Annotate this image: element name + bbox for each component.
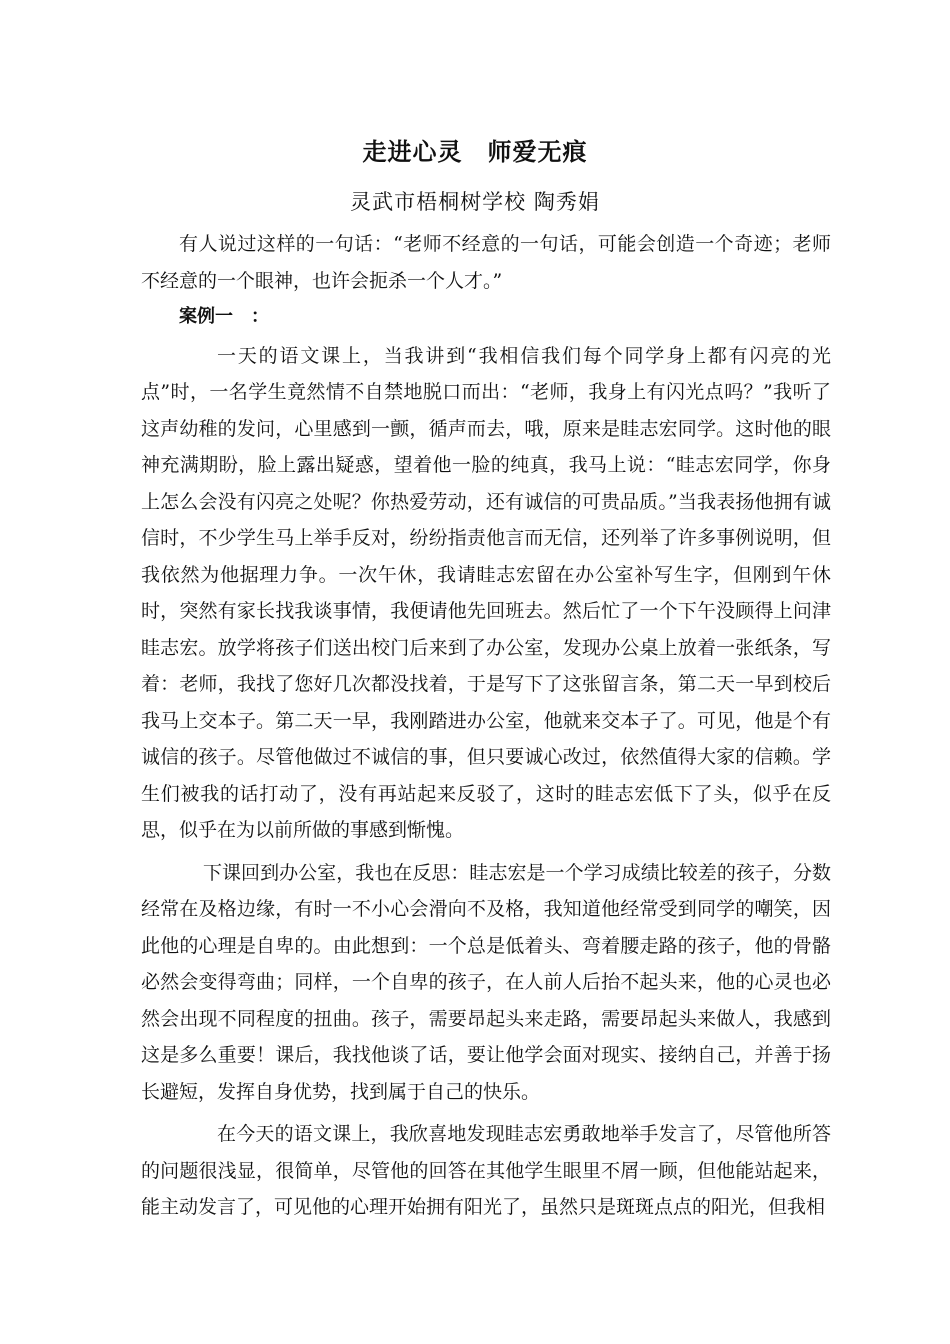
document-title: 走进心灵 师爱无痕 [362, 137, 588, 166]
paragraph-3: 在今天的语文课上，我欣喜地发现眭志宏勇敢地举手发言了，尽管他所答的问题很浅显，很简单，尽管他的回答在其他学生眼里不屑一顾，但他能站起来，能主动发言了，可见他的心理开始拥有阳光了，虽然只是斑斑点点的阳光，但我相 [141, 1123, 831, 1218]
paragraph-1: 一天的语文课上，当我讲到“我相信我们每个同学身上都有闪亮的光点”时，一名学生竟然情不自禁地脱口而出：“老师，我身上有闪光点吗？”我听了这声幼稚的发问，心里感到一颤，循声而去，哦，原来是眭志宏同学。这时他的眼神充满期盼，脸上露出疑惑，望着他一脸的纯真，我马上说：“眭志宏同学，你身上怎么会没有闪亮之处呢？你热爱劳动，还有诚信的可贵品质。”当我表扬他拥有诚信时，不少学生马上举手反对，纷纷指责他言而无信，还列举了许多事例说明，但我依然为他据理力争。一次午休，我请眭志宏留在办公室补写生字，但刚到午休时，突然有家长找我谈事情，我便请他先回班去。然后忙了一个下午没顾得上问津眭志宏。放学将孩子们送出校门后来到了办公室，发现办公桌上放着一张纸条，写着：老师，我找了您好几次都没找着，于是写下了这张留言条，第二天一早到校后我马上交本子。第二天一早，我刚踏进办公室，他就来交本子了。可见，他是个有诚信的孩子。尽管他做过不诚信的事，但只要诚心改过，依然值得大家的信赖。学生们被我的话打动了，没有再站起来反驳了，这时的眭志宏低下了头，似乎在反思，似乎在为以前所做的事感到惭愧。 [141, 344, 831, 841]
document-author: 灵武市梧桐树学校 陶秀娟 [350, 190, 600, 214]
paragraph-2: 下课回到办公室，我也在反思：眭志宏是一个学习成绩比较差的孩子，分数经常在及格边缘，有时一不小心会滑向不及格，我知道他经常受到同学的嘲笑，因此他的心理是自卑的。由此想到：一个总是低着头、弯着腰走路的孩子，他的骨骼必然会变得弯曲；同样，一个自卑的孩子，在人前人后抬不起头来，他的心灵也必然会出现不同程度的扭曲。孩子，需要昂起头来走路，需要昂起头来做人，我感到这是多么重要！课后，我找他谈了话，要让他学会面对现实、接纳自己，并善于扬长避短，发挥自身优势，找到属于自己的快乐。 [141, 861, 831, 1103]
intro-quote: 有人说过这样的一句话：“老师不经意的一句话，可能会创造一个奇迹；老师不经意的一个眼神，也许会扼杀一个人才。” [141, 233, 831, 292]
document-body [141, 226, 831, 1226]
case-heading: 案例一 ： [179, 306, 269, 327]
